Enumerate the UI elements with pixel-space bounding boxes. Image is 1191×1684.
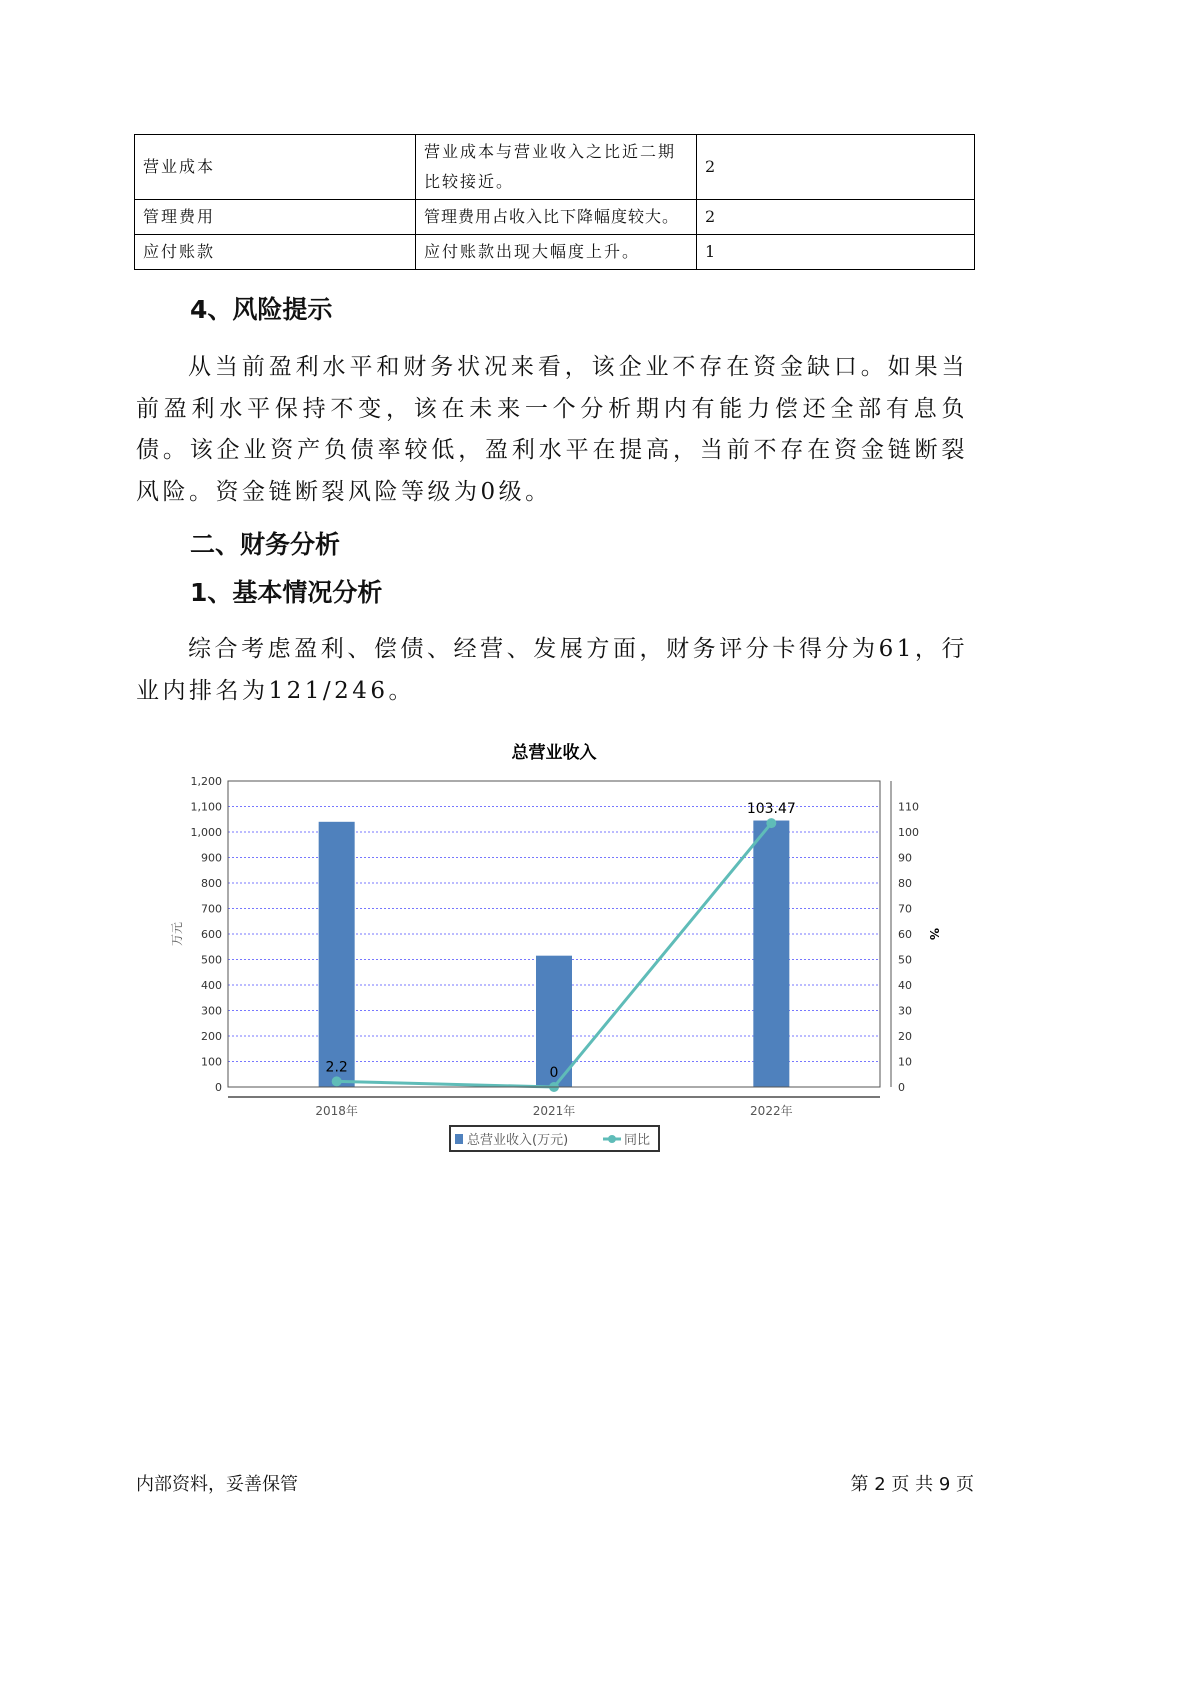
table-cell-desc: 管理费用占收入比下降幅度较大。	[416, 200, 697, 235]
table-cell-item: 管理费用	[135, 200, 416, 235]
footer-confidential: 内部资料，妥善保管	[136, 1474, 298, 1495]
x-tick-label: 2022年	[750, 1104, 793, 1118]
y-tick-label: 200	[201, 1030, 222, 1043]
section-heading: 4、风险提示	[190, 295, 333, 324]
table-cell-score: 2	[697, 200, 975, 235]
y-tick-label: 400	[201, 979, 222, 992]
x-tick-label: 2018年	[315, 1104, 358, 1118]
y-axis-label: 万元	[170, 921, 184, 947]
y2-tick-label: 0	[898, 1081, 905, 1094]
section-heading: 1、基本情况分析	[190, 578, 383, 607]
y-tick-label: 1,100	[190, 800, 222, 814]
y-tick-label: 300	[201, 1004, 222, 1018]
yoy-point	[332, 1076, 342, 1086]
table-cell-score: 2	[697, 135, 975, 200]
y2-tick-label: 110	[898, 800, 919, 814]
y2-axis-label: %	[927, 927, 941, 941]
y-tick-label: 900	[201, 851, 222, 865]
table-cell-item: 营业成本	[135, 135, 416, 200]
chart-title: 总营业收入	[511, 743, 597, 763]
y2-tick-label: 40	[898, 979, 912, 992]
y-tick-label: 1,200	[190, 775, 222, 788]
legend-bar-label: 总营业收入(万元)	[467, 1133, 569, 1148]
yoy-data-label: 0	[549, 1065, 559, 1081]
part-heading: 二、财务分析	[190, 530, 341, 559]
yoy-data-label: 103.47	[746, 801, 796, 818]
y2-tick-label: 20	[898, 1030, 912, 1043]
paragraph: 从当前盈利水平和财务状况来看，该企业不存在资金缺口。如果当前盈利水平保持不变，该在未来一个分析期内有能力偿还全部有息负债。该企业资产负债率较低，盈利水平在提高，当前不存在资金链断裂风险。资金链断裂风险等级为0级。	[136, 354, 968, 505]
y2-tick-label: 100	[898, 826, 919, 839]
y-tick-label: 0	[215, 1081, 222, 1094]
table-cell-score: 1	[697, 235, 975, 270]
y-tick-label: 800	[201, 877, 222, 890]
yoy-point	[766, 818, 776, 828]
y2-tick-label: 50	[898, 953, 912, 967]
table-cell-item: 应付账款	[135, 235, 416, 270]
y2-tick-label: 80	[898, 877, 912, 890]
y2-tick-label: 10	[898, 1055, 912, 1069]
legend-bar-swatch	[455, 1134, 463, 1144]
table-cell-desc: 应付账款出现大幅度上升。	[416, 235, 697, 270]
chart-legend	[450, 1126, 659, 1151]
y-tick-label: 600	[201, 928, 222, 941]
legend-line-swatch	[608, 1135, 616, 1143]
y-tick-label: 700	[201, 902, 222, 916]
y2-tick-label: 90	[898, 851, 912, 865]
revenue-bar	[753, 821, 789, 1087]
y2-tick-label: 70	[898, 902, 912, 916]
revenue-bar	[319, 822, 355, 1087]
y2-tick-label: 60	[898, 928, 912, 941]
y2-tick-label: 30	[898, 1004, 912, 1018]
footer-page-number: 第 2 页 共 9 页	[850, 1474, 974, 1495]
legend-line-label: 同比	[624, 1133, 651, 1148]
yoy-data-label: 2.2	[325, 1059, 348, 1076]
paragraph: 综合考虑盈利、偿债、经营、发展方面，财务评分卡得分为61，行业内排名为121/246。	[136, 636, 968, 704]
y-tick-label: 500	[201, 953, 222, 967]
table-cell-desc: 营业成本与营业收入之比近二期比较接近。	[416, 135, 697, 200]
x-tick-label: 2021年	[532, 1104, 576, 1118]
y-tick-label: 100	[201, 1055, 222, 1069]
y-tick-label: 1,000	[190, 826, 222, 839]
